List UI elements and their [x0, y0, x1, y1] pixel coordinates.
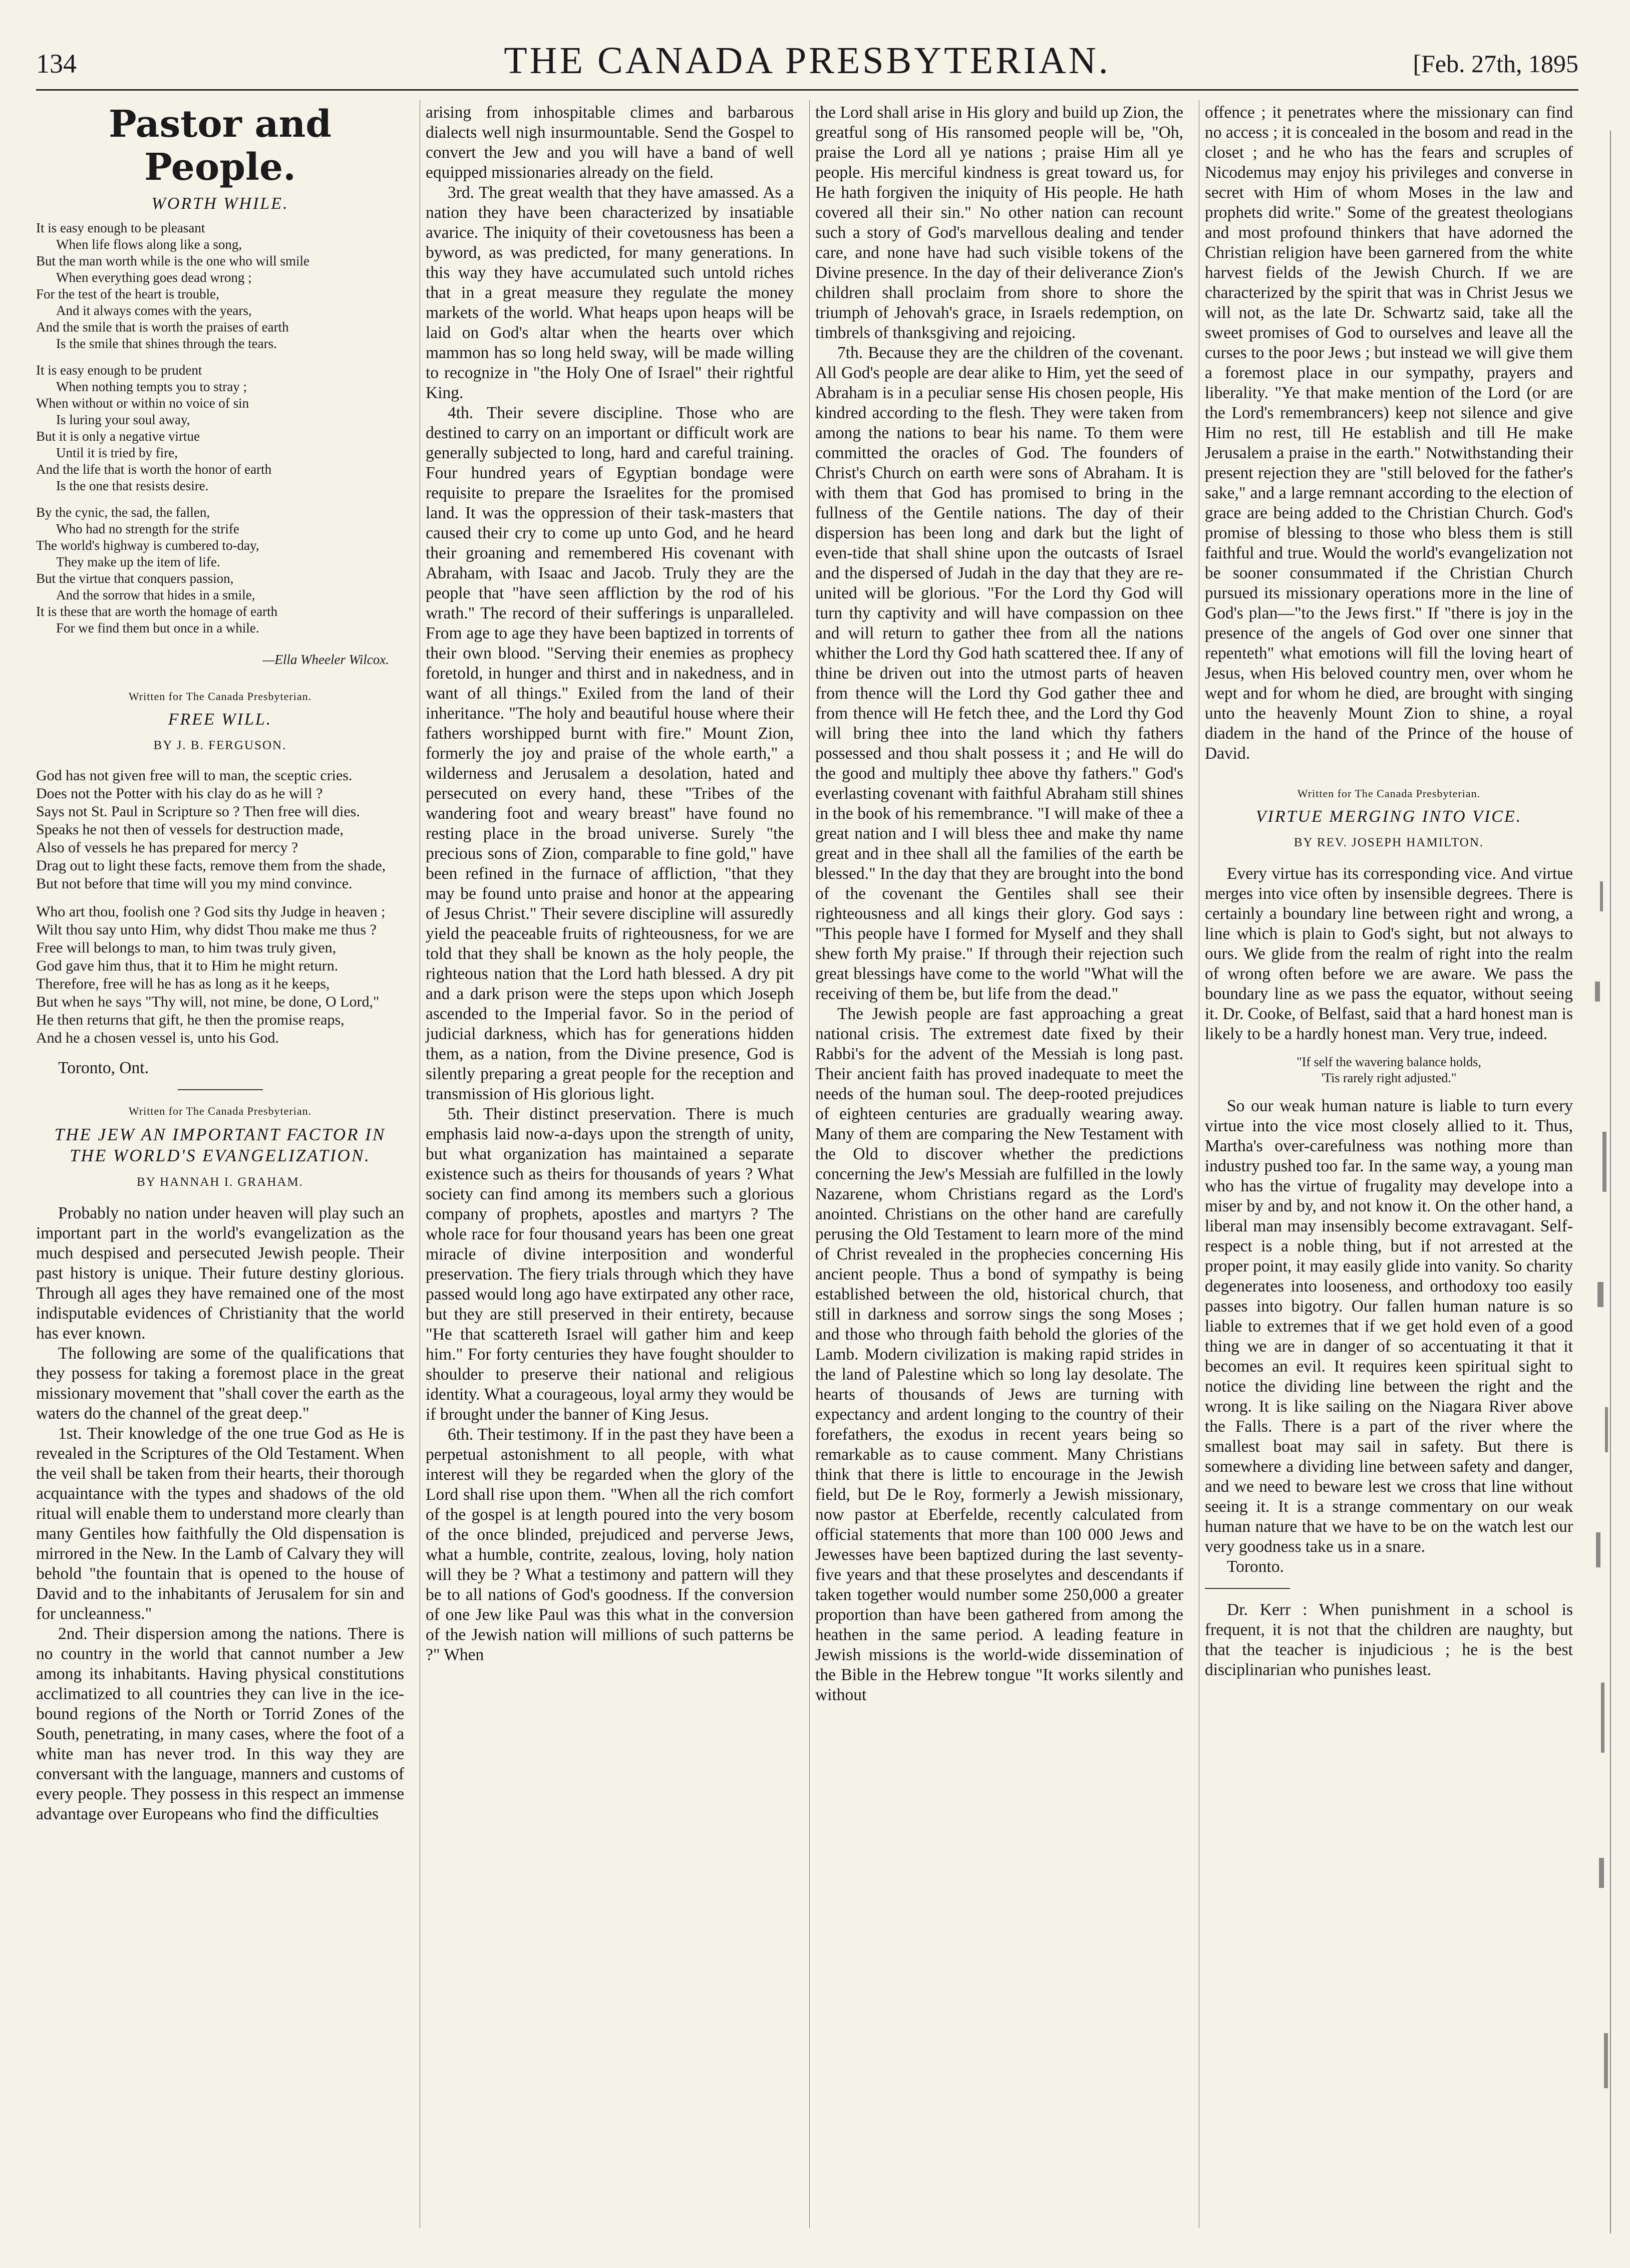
poem-line: But when he says "Thy will, not mine, be done, O Lord,": [36, 994, 380, 1010]
paragraph: Probably no nation under heaven will play such an important part in the world's evangelization as the much despised and persecuted Jewish people. Their past history is unique. Their future destiny glorious. Through all ages they have remained one of the most indisputable evidences of Christianity that the world has ever known.: [36, 1204, 404, 1343]
poem-line: Free will belongs to man, to him twas truly given,: [36, 939, 337, 956]
byline: BY J. B. FERGUSON.: [153, 739, 287, 752]
place-line: Toronto, Ont.: [58, 1059, 149, 1077]
poem-line: Is the smile that shines through the tears.: [56, 336, 277, 351]
written-for-line: Written for The Canada Presbyterian.: [128, 690, 312, 703]
paragraph: 3rd. The great wealth that they have amassed. As a nation they have been characterized by insatiable avarice. The iniquity of their covetousness has been a byword, as was predicted, for many generations. In this way they have accumulated such untold riches that in a great measure they regulate the money markets of the world. What heaps upon heaps will be laid on God's altar when the hearts over which mammon has so long held sway, will be made willing to recognize in "the Holy One of Israel" their rightful King.: [426, 183, 794, 402]
poem-line: They make up the item of life.: [56, 554, 220, 569]
paragraph: 6th. Their testimony. If in the past they have been a perpetual astonishment to all people, with what interest will they be regarded when the glory of the Lord shall rise upon them. "When all the rich comfort of the gospel is at length poured into the very bosom of the once blinded, prejudiced and perverse Jews, what a humble, contrite, zealous, loving, holy nation will they be ? What a testimony and pattern will they be to all nations of God's goodness. If the conversion of one Jew like Paul was this what in the conversion of the Jewish nation will millions of such patterns be ?" When: [426, 1425, 794, 1664]
poem-free-will: [36, 767, 404, 1047]
poem-line: Therefore, free will he has as long as it he keeps,: [36, 976, 330, 992]
column-divider: [809, 100, 810, 2228]
poem-line: Says not St. Paul in Scripture so ? Then free will dies.: [36, 803, 360, 820]
department-heading: Pastor and People.: [108, 103, 332, 189]
paragraph: So our weak human nature is liable to turn every virtue into the vice most closely allied to it. Thus, Martha's over-carefulness was nothing more than industry pushed too far. In the same way, a young man who has the virtue of frugality may develope into a miser by and by, and not know it. On the other hand, a liberal man may insensibly become extravagant. Self-respect is a noble thing, but if not arrested at the proper point, it may easily glide into vanity. So charity degenerates into looseness, and orthodoxy too easily passes into bigotry. Our fallen human nature is so liable to extremes that if we get hold even of a good thing we are in danger of so accentuating it that it becomes an evil. It requires keen spiritual sight to notice the dividing line between the right and the wrong. It is like sailing on the Niagara River above the Falls. There is a part of the river where the smallest boat may sail in safety. But there is somewhere a dividing line between safety and danger, and we need to beware lest we cross that line without seeing it. It is a strange commentary on our weak human nature that we have to be on the watch lest our very goodness take us in a snare.: [1205, 1097, 1573, 1556]
poem-line: Is the one that resists desire.: [56, 478, 209, 493]
poem-author: —Ella Wheeler Wilcox.: [262, 652, 389, 667]
poem-line: But the man worth while is the one who will smile: [36, 253, 309, 268]
poem-line: And the life that is worth the honor of earth: [36, 462, 272, 477]
poem-line: Who art thou, foolish one ? God sits thy Judge in heaven ;: [36, 903, 386, 920]
poem-line: It is these that are worth the homage of earth: [36, 604, 278, 619]
poem-line: It is easy enough to be prudent: [36, 363, 202, 378]
header-rule: [36, 89, 1578, 91]
poem-line: Does not the Potter with his clay do as he will ?: [36, 785, 323, 802]
poem-line: Speaks he not then of vessels for destruction made,: [36, 821, 344, 838]
paragraph: 4th. Their severe discipline. Those who are destined to carry on an important or difficult work are generally subjected to long, hard and careful training. Four hundred years of Egyptian bondage were requisite to prepare the Israelites for the promised land. It was the oppression of their task-masters that caused their cry to come up unto God, and he heard their groaning and remembered His covenant with Abraham, with Isaac and Jacob. Truly they are the people that "have seen affliction by the rod of his wrath." The record of their sufferings is unparalleled. From age to age they have been baptized in torrents of their own blood. "Serving their enemies as prophecy foretold, in hunger and thirst and in nakedness, and in want of all things." Exiled from the land of their inheritance. "The holy and beautiful house where their fathers worshipped burnt with fire." Mount Zion, formerly the joy and praise of the whole earth," a wilderness and Jerusalem a desolation, hated and persecuted on every hand, these "Tribes of the wandering foot and weary breast" have found no resting place in the broad universe. Surely "the precious sons of Zion, comparable to fine gold," have been refined in the furnace of affliction, "that they may be found unto praise and honor at the appearing of Jesus Christ." Their severe discipline will assuredly yield the peaceable fruits of righteousness, for we are told that they shall be known as the holy people, the righteous nation that the Lord hath blessed. A dry pit and a dark prison were the steps upon which Joseph ascended to the Imperial favor. So in the period of judicial darkness, which has for generations hidden them, as a nation, from the Divine presence, God is silently preparing a great people for the reception and transmission of His glorious light.: [426, 404, 794, 1103]
masthead: THE CANADA PRESBYTERIAN.: [504, 40, 1111, 82]
poem-line: And he a chosen vessel is, unto his God.: [36, 1030, 279, 1046]
poem-line: By the cynic, the sad, the fallen,: [36, 505, 210, 520]
paragraph: offence ; it penetrates where the missionary can find no access ; it is concealed in the bosom and read in the closet ; and he who has the fears and scruples of Nicodemus may enjoy his privileges and converse in secret with Him of whom Moses in the law and prophets did write." Some of the greatest theologians and most profound thinkers that have adorned the Christian religion have been garnered from the white harvest fields of the Jewish Church. If we are characterized by the spirit that was in Christ Jesus we will not, as the late Dr. Schwartz said, take all the sweet promises of God to ourselves and leave all the curses to the poor Jews ; but instead we will give them a foremost place in our sympathy, prayers and liberality. "Ye that make mention of the Lord (or are the Lord's remembrancers) keep not silence and give Him no rest, till He establish and till He make Jerusalem a praise in the earth." Notwithstanding their present rejection they are "still beloved for the father's sake," and a large remnant according to the election of grace are being added to the Christian Church. God's promise of blessing to those who bless them is still faithful and true. Would the world's evangelization not be sooner consummated if the Christian Church pursued its missionary operations more in the line of God's plan—"to the Jews first." If "there is joy in the presence of the angels of God over one sinner that repenteth" what emotions will fill the loving heart of Jesus, when His beloved country men, over whom he wept and for whom he died, are brought with singing unto the heavenly Mount Zion to shine, a royal diadem in the hand of the Prince of the house of David.: [1205, 103, 1573, 763]
poem-line: And it always comes with the years,: [56, 303, 252, 318]
article-body: [1205, 864, 1573, 1044]
quote-line: "If self the wavering balance holds,: [1296, 1055, 1481, 1069]
paragraph: The following are some of the qualifications that they possess for taking a foremost place in the great missionary movement that "shall cover the earth as the waters do the channel of the great deep.": [36, 1344, 404, 1423]
byline: BY REV. JOSEPH HAMILTON.: [1293, 836, 1484, 849]
column-1: [36, 103, 404, 1824]
poem-line: Drag out to light these facts, remove them from the shade,: [36, 857, 386, 874]
paragraph: 1st. Their knowledge of the one true God as He is revealed in the Scriptures of the Old Testament. When the veil shall be taken from their hearts, their thorough acquaintance with the types and shadows of the old ritual will enable them to understand more clearly than many Gentiles how faithfully the Old dispensation is mirrored in the New. In the Lamb of Calvary they will behold "the fountain that is opened to the house of David and to the inhabitants of Jerusalem for sin and for uncleanness.": [36, 1424, 404, 1623]
paragraph: arising from inhospitable climes and barbarous dialects well nigh insurmountable. Send the Gospel to convert the Jew and you will have a band of well equipped missionaries already on the field.: [426, 103, 794, 182]
issue-date: [Feb. 27th, 1895: [1413, 50, 1578, 78]
closing-note: Dr. Kerr : When punishment in a school is frequent, it is not that the children are naughty, but that the teacher is injudicious ; he is the best disciplinarian who punishes least.: [1205, 1600, 1573, 1679]
divider-rule: [1205, 1588, 1290, 1589]
poem-title: WORTH WHILE.: [151, 194, 289, 213]
poem-line: When everything goes dead wrong ;: [56, 270, 252, 285]
paragraph: The Jewish people are fast approaching a great national crisis. The extremest date fixed by their Rabbi's for the advent of the Messiah is long past. Their ancient faith has proved inadequate to meet the needs of the human soul. The deep-rooted prejudices of eighteen centuries are gradually wearing away. Many of them are comparing the New Testament with the Old to discover whether the predictions concerning the Jew's Messiah are fulfilled in the lowly Nazarene, whom Christians regard as the Lord's anointed. Christians on the other hand are carefully perusing the Old Testament to learn more of the mind of Christ revealed in the prophecies concerning His ancient people. Thus a bond of sympathy is being established between the old, historical church, that still in darkness and sorrow sings the song Moses ; and those who through faith behold the glories of the Lamb. Modern civilization is making rapid strides in the land of Palestine which so long lay desolate. The hearts of thousands of Jews are turning with expectancy and ardent longing to the country of their forefathers, the exodus in recent years being so remarkable as to cause comment. Many Christians think that there is little to encourage in the Jewish field, but De le Roy, formerly a Jewish missionary, now pastor at Eberfelde, recently calculated from official statements that more than 100 000 Jews and Jewesses have been baptized during the last seventy-five years and that these proselytes and descendants if taken together would number some 250,000 a greater proportion than have been gathered from among the heathen in the same period. A leading feature in Jewish missions is the world-wide dissemination of the Bible in the Hebrew tongue "It works silently and without: [815, 1005, 1183, 1704]
paragraph: the Lord shall arise in His glory and build up Zion, the greatful song of His ransomed people will be, "Oh, praise the Lord all ye nations ; praise Him all ye people. His merciful kindness is great toward us, for He hath forgiven the iniquity of His people. He hath covered all their sin." No other nation can recount such a story of God's marvellous dealing and tender care, and none have had such visible tokens of the Divine presence. In the day of their deliverance Zion's children shall proclaim from shore to shore the triumph of Jehovah's grace, in Israels redemption, on timbrels of thanksgiving and rejoicing.: [815, 103, 1183, 342]
poem-line: God gave him thus, that it to Him he might return.: [36, 957, 339, 974]
poem-line: When nothing tempts you to stray ;: [56, 379, 247, 394]
written-for-line: Written for The Canada Presbyterian.: [128, 1105, 312, 1117]
article-title: THE JEW AN IMPORTANT FACTOR IN THE WORLD'S EVANGELIZATION.: [54, 1125, 386, 1165]
poem-line: But not before that time will you my mind convince.: [36, 875, 353, 892]
poem-line: Wilt thou say unto Him, why didst Thou make me thus ?: [36, 921, 377, 938]
poem-line: The world's highway is cumbered to-day,: [36, 538, 259, 553]
paragraph: 5th. Their distinct preservation. There is much emphasis laid now-a-days upon the strength of unity, but what organization has maintained a separate existence such as theirs for thousands of years ? What society can find among its members such a glorious company of prophets, apostles and martyrs ? The whole race for four thousand years has been one great miracle of divine interposition and wonderful preservation. The fiery trials through which they have passed would long ago have extirpated any other race, but they are still preserved in their entirety, because "He that scattereth Israel will gather him and keep him." For forty centuries they have fought shoulder to shoulder to preserve their national and religious identity. What a courageous, loyal army they would be if brought under the banner of King Jesus.: [426, 1105, 794, 1424]
article-body: [1205, 103, 1573, 764]
written-for-line: Written for The Canada Presbyterian.: [1297, 787, 1481, 800]
poem-line: For we find them but once in a while.: [56, 620, 259, 635]
scan-edge-noise: [1590, 130, 1620, 2233]
poem-line: When life flows along like a song,: [56, 237, 242, 252]
page-number: 134: [36, 49, 77, 79]
poem-line: God has not given free will to man, the sceptic cries.: [36, 767, 353, 784]
poem-line: Until it is tried by fire,: [56, 445, 178, 460]
column-2: [426, 103, 794, 1665]
poem-line: But the virtue that conquers passion,: [36, 571, 234, 586]
poem-line: And the sorrow that hides in a smile,: [56, 587, 255, 602]
column-4: [1205, 103, 1573, 1680]
poem-line: He then returns that gift, he then the promise reaps,: [36, 1012, 345, 1028]
poem-line: Who had no strength for the strife: [56, 521, 239, 536]
poem-line: Also of vessels he has prepared for mercy ?: [36, 839, 298, 856]
place-line: Toronto.: [1227, 1557, 1284, 1576]
quoted-verse: [1205, 1054, 1573, 1086]
poem-line: But it is only a negative virtue: [36, 429, 200, 444]
poem-title: FREE WILL.: [168, 710, 272, 729]
paragraph: Every virtue has its corresponding vice. And virtue merges into vice often by insensible degrees. There is certainly a boundary line between right and wrong, a line which is plain to God's sight, but not always to ours. We glide from the realm of right into the realm of wrong often before we are aware. We pass the boundary line as we pass the equator, without seeing it. Dr. Cooke, of Belfast, said that a hard honest man is likely to be a hardly honest man. Very true, indeed.: [1205, 864, 1573, 1043]
article-body: [36, 1203, 404, 1824]
paragraph: 2nd. Their dispersion among the nations. There is no country in the world that cannot number a Jew among its inhabitants. Having physical constitutions acclimatized to all countries they can live in the ice-bound regions of the North or Torrid Zones of the South, penetrating, in many cases, where the foot of a white man has never trod. In this way they are conversant with the language, manners and customs of every people. They possess in this respect an immense advantage over Europeans who find the difficulties: [36, 1625, 404, 1823]
article-title: VIRTUE MERGING INTO VICE.: [1255, 807, 1522, 826]
poem-worth-while: [36, 220, 404, 636]
quote-line: 'Tis rarely right adjusted.": [1321, 1071, 1457, 1085]
byline: BY HANNAH I. GRAHAM.: [137, 1175, 303, 1189]
divider-rule: [178, 1089, 263, 1090]
poem-line: And the smile that is worth the praises of earth: [36, 319, 289, 335]
poem-line: For the test of the heart is trouble,: [36, 286, 219, 301]
poem-line: Is luring your soul away,: [56, 412, 190, 427]
poem-line: It is easy enough to be pleasant: [36, 220, 205, 235]
column-3: [815, 103, 1183, 1705]
page-header: [36, 39, 1578, 84]
article-body: [1205, 1096, 1573, 1557]
poem-line: When without or within no voice of sin: [36, 396, 249, 411]
paragraph: 7th. Because they are the children of the covenant. All God's people are dear alike to Him, yet the seed of Abraham is in a peculiar sense His chosen people, His kindred according to the flesh. They were taken from among the nations to bear his name. To them were committed the oracles of God. The founders of Christ's Church on earth were sons of Abraham. It is with them that God has promised to bring in the fullness of the Gentile nations. The day of their dispersion has been long and dark but the light of even-tide that shall shine upon the outcasts of Israel and the dispersed of Judah in the day that they are re-united will be glorious. "For the Lord thy God will turn thy captivity and will have compassion on thee and will return to gather thee from all the nations whither the Lord thy God hath scattered thee. If any of thine be driven out into the utmost parts of heaven from thence will the Lord thy God gather thee and from thence will He fetch thee, and the Lord thy God will bring thee into the land which thy fathers possessed and thou shalt possess it ; and He will do the good and multiply thee above thy fathers." God's everlasting covenant with faithful Abraham still shines in the book of his remembrance. "I will make of thee a great nation and I will bless thee and make thy name great and in thee shall all the families of the earth be blessed." In the day that they are brought into the bond of the covenant the Gentiles shall see their righteousness and all kings their glory. God says : "This people have I formed for Myself and they shall shew forth My praise." If through their rejection such great blessings have come to the world "What will the receiving of them be, but life from the dead.": [815, 344, 1183, 1003]
